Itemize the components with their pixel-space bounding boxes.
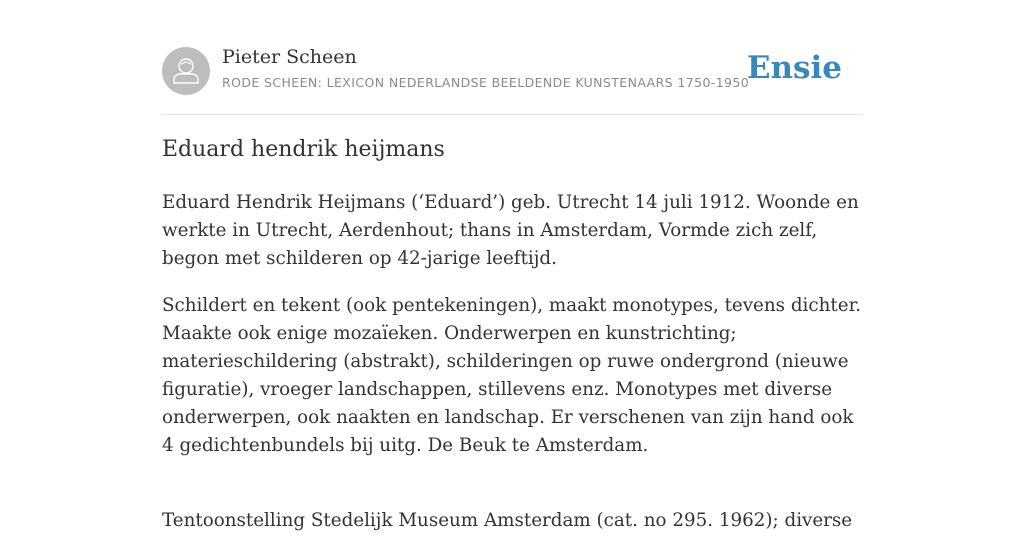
page-container — [162, 0, 862, 531]
source-title[interactable]: RODE SCHEEN: LEXICON NEDERLANDSE BEELDENDE KUNSTENAARS 1750-1950 — [222, 75, 750, 90]
article-title: Eduard hendrik heijmans — [162, 137, 445, 162]
author-name[interactable]: Pieter Scheen — [222, 46, 357, 68]
article-body — [162, 189, 862, 554]
avatar[interactable] — [162, 47, 210, 95]
user-icon — [162, 47, 210, 95]
ensie-logo[interactable]: Ensie — [746, 50, 842, 86]
paragraph: Tentoonstelling Stedelijk Museum Amsterdam (cat. no 295. 1962); diverse — [162, 510, 853, 531]
article-header — [162, 0, 862, 115]
paragraph: Schildert en tekent (ook pentekeningen), maakt monotypes, tevens dichter. Maakte ook enige mozaïeken. Onderwerpen en kunstrichting; materieschildering (abstrakt), schilderingen op ruwe ondergrond (nieuwe figuratie), vroeger landschappen, stillevens enz. Monotypes met diverse onderwerpen, ook naakten en landschap. Er verschenen van zijn hand ook 4 gedichtenbundels bij uitg. De Beuk te Amsterdam. — [162, 295, 862, 456]
paragraph: Eduard Hendrik Heijmans (‘Eduard’) geb. Utrecht 14 juli 1912. Woonde en werkte in Utrecht, Aerdenhout; thans in Amsterdam, Vormde zich zelf, begon met schilderen op 42-jarige leeftijd. — [162, 192, 859, 269]
